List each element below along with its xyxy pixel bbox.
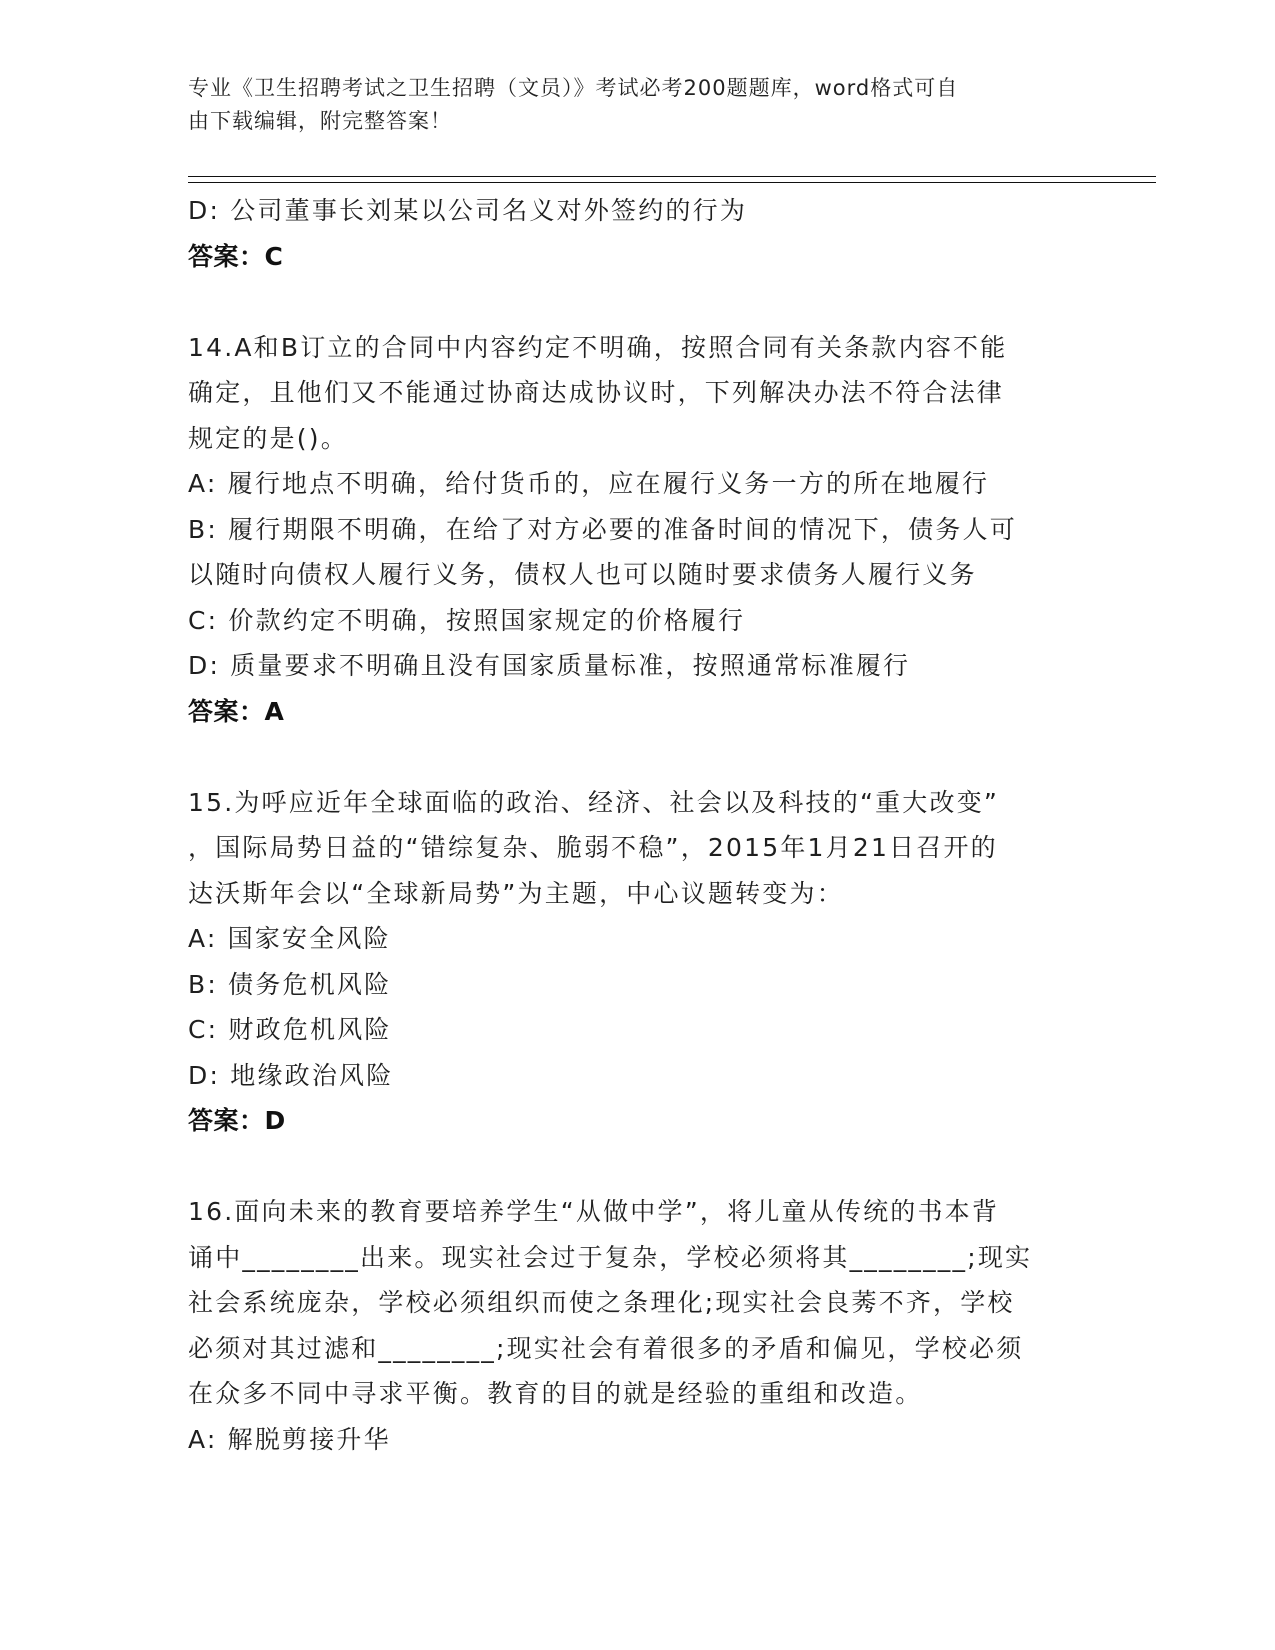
option-a: A: 履行地点不明确，给付货币的，应在履行义务一方的所在地履行 bbox=[188, 469, 990, 498]
option-d: D: 公司董事长刘某以公司名义对外签约的行为 bbox=[188, 196, 748, 225]
header-divider-bottom bbox=[188, 182, 1156, 183]
header-line-2: 由下载编辑，附完整答案！ bbox=[188, 109, 452, 133]
question-text-line: 14.A和B订立的合同中内容约定不明确，按照合同有关条款内容不能 bbox=[188, 332, 1008, 362]
option-c: C: 价款约定不明确，按照国家规定的价格履行 bbox=[188, 605, 746, 635]
header-divider-top bbox=[188, 176, 1156, 177]
question-block bbox=[188, 1189, 1088, 1462]
option-b-continued: 以随时向债权人履行义务，债权人也可以随时要求债务人履行义务 bbox=[188, 560, 977, 589]
question-text-line: 必须对其过滤和________;现实社会有着很多的矛盾和偏见，学校必须 bbox=[188, 1333, 1024, 1363]
document-header bbox=[188, 72, 1088, 138]
option-a: A: 解脱剪接升华 bbox=[188, 1424, 391, 1454]
option-d: D: 质量要求不明确且没有国家质量标准，按照通常标准履行 bbox=[188, 651, 911, 680]
answer-line: 答案：A bbox=[188, 696, 285, 726]
question-block bbox=[188, 780, 1088, 1144]
question-block bbox=[188, 325, 1088, 735]
question-text-line: 诵中________出来。现实社会过于复杂，学校必须将其________;现实 bbox=[188, 1242, 1033, 1272]
question-text-line: 社会系统庞杂，学校必须组织而使之条理化;现实社会良莠不齐，学校 bbox=[188, 1288, 1015, 1317]
question-text-line: 确定，且他们又不能通过协商达成协议时，下列解决办法不符合法律 bbox=[188, 378, 1005, 407]
option-b: B: 履行期限不明确，在给了对方必要的准备时间的情况下，债务人可 bbox=[188, 514, 1017, 544]
question-content bbox=[188, 188, 1088, 1462]
option-b: B: 债务危机风险 bbox=[188, 969, 392, 999]
question-text-line: ，国际局势日益的“错综复杂、脆弱不稳”，2015年1月21日召开的 bbox=[188, 833, 998, 862]
question-text-line: 在众多不同中寻求平衡。教育的目的就是经验的重组和改造。 bbox=[188, 1379, 923, 1408]
question-text-line: 规定的是()。 bbox=[188, 423, 348, 453]
question-text-line: 16.面向未来的教育要培养学生“从做中学”，将儿童从传统的书本背 bbox=[188, 1197, 1000, 1226]
answer-line: 答案：D bbox=[188, 1106, 286, 1135]
header-line-1: 专业《卫生招聘考试之卫生招聘（文员）》考试必考200题题库，word格式可自 bbox=[188, 76, 959, 100]
question-text-line: 达沃斯年会以“全球新局势”为主题，中心议题转变为： bbox=[188, 878, 844, 908]
option-c: C: 财政危机风险 bbox=[188, 1015, 392, 1044]
option-a: A: 国家安全风险 bbox=[188, 924, 391, 953]
question-block bbox=[188, 188, 1088, 279]
option-d: D: 地缘政治风险 bbox=[188, 1060, 394, 1090]
answer-line: 答案：C bbox=[188, 241, 284, 271]
question-text-line: 15.为呼应近年全球面临的政治、经济、社会以及科技的“重大改变” bbox=[188, 787, 1000, 817]
